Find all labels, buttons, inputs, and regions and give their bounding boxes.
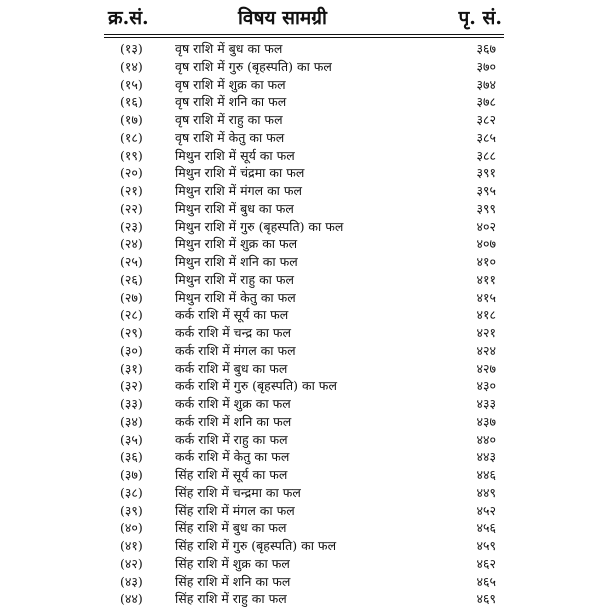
entry-serial-number: (२१): [120, 183, 143, 198]
toc-entry: [0, 111, 600, 129]
toc-entry: [0, 519, 600, 537]
entry-subject: मिथुन राशि में केतु का फल: [175, 289, 296, 305]
entry-page-number: ४०२: [476, 218, 496, 234]
entry-serial-number: (१४): [120, 58, 143, 74]
entry-page-number: ४४०: [476, 431, 496, 447]
entry-page-number: ४२१: [476, 325, 496, 340]
entry-page-number: ३७८: [476, 94, 496, 110]
toc-entry: [0, 448, 600, 466]
toc-entry: [0, 76, 600, 94]
entry-page-number: ३८५: [476, 129, 496, 145]
entry-serial-number: (४०): [120, 520, 143, 536]
entry-page-number: ४४९: [476, 484, 496, 500]
entry-page-number: ३९९: [476, 200, 496, 216]
entry-serial-number: (४४): [120, 591, 143, 607]
entry-serial-number: (२७): [120, 289, 143, 305]
entry-subject: कर्क राशि में शुक्र का फल: [175, 396, 291, 411]
entry-subject: सिंह राशि में राहु का फल: [175, 591, 287, 607]
entry-page-number: ४५२: [476, 502, 496, 518]
entry-serial-number: (१८): [120, 129, 143, 145]
entry-subject: वृष राशि में शुक्र का फल: [175, 76, 286, 92]
entry-serial-number: (२९): [120, 325, 143, 340]
toc-entry: [0, 235, 600, 253]
entry-page-number: ४५६: [476, 520, 496, 536]
entry-page-number: ४११: [476, 271, 496, 287]
entry-serial-number: (१६): [120, 94, 143, 110]
toc-entry: [0, 40, 600, 58]
entry-subject: वृष राशि में बुध का फल: [175, 41, 283, 56]
entry-page-number: ४६२: [476, 555, 496, 571]
entry-page-number: ३७४: [476, 76, 496, 92]
entry-serial-number: (१३): [120, 41, 143, 56]
entry-serial-number: (२८): [120, 307, 143, 323]
entry-page-number: ४१०: [476, 254, 496, 269]
entry-subject: सिंह राशि में गुरु (बृहस्पति) का फल: [175, 538, 337, 553]
toc-entry: [0, 306, 600, 324]
entry-subject: कर्क राशि में शनि का फल: [175, 413, 292, 429]
entry-subject: मिथुन राशि में राहु का फल: [175, 271, 295, 287]
entry-subject: सिंह राशि में चन्द्रमा का फल: [175, 484, 301, 500]
entry-subject: कर्क राशि में सूर्य का फल: [175, 307, 289, 323]
entry-serial-number: (२२): [120, 200, 143, 216]
entry-page-number: ४६९: [476, 591, 496, 607]
entry-serial-number: (३०): [120, 342, 143, 358]
entry-page-number: ३९५: [476, 183, 496, 198]
entry-subject: मिथुन राशि में चंद्रमा का फल: [175, 165, 305, 181]
toc-entry: [0, 431, 600, 449]
entry-subject: वृष राशि में गुरु (बृहस्पति) का फल: [175, 58, 332, 74]
entry-serial-number: (१७): [120, 112, 143, 127]
toc-entry: [0, 200, 600, 218]
entry-page-number: ३८८: [476, 147, 496, 163]
header-divider-bottom: [104, 37, 504, 38]
subject-column-header: विषय सामग्री: [238, 7, 327, 29]
entry-page-number: ४१५: [476, 289, 496, 305]
toc-entry: [0, 253, 600, 271]
entry-subject: कर्क राशि में गुरु (बृहस्पति) का फल: [175, 378, 337, 394]
entry-page-number: ४२४: [476, 342, 496, 358]
toc-entry: [0, 555, 600, 573]
entry-subject: सिंह राशि में शुक्र का फल: [175, 555, 290, 571]
toc-entry: [0, 58, 600, 76]
toc-entry: [0, 93, 600, 111]
entry-serial-number: (३६): [120, 449, 143, 465]
entry-serial-number: (३९): [120, 502, 143, 518]
entry-serial-number: (३८): [120, 484, 143, 500]
entry-subject: वृष राशि में केतु का फल: [175, 129, 285, 145]
entry-serial-number: (४१): [120, 538, 143, 553]
toc-entry: [0, 324, 600, 342]
entry-serial-number: (१५): [120, 76, 143, 92]
entry-serial-number: (३३): [120, 396, 143, 411]
toc-entry: [0, 466, 600, 484]
entry-subject: कर्क राशि में बुध का फल: [175, 360, 288, 376]
entry-serial-number: (३७): [120, 467, 143, 482]
entry-page-number: ४५९: [476, 538, 496, 553]
toc-entry: [0, 129, 600, 147]
entry-page-number: ४४६: [476, 467, 496, 482]
entry-subject: मिथुन राशि में शुक्र का फल: [175, 236, 298, 252]
entry-subject: सिंह राशि में बुध का फल: [175, 520, 287, 536]
entry-serial-number: (३१): [120, 360, 143, 376]
entry-page-number: ४३०: [476, 378, 496, 394]
entry-subject: वृष राशि में शनि का फल: [175, 94, 287, 110]
toc-entry: [0, 484, 600, 502]
entry-serial-number: (४३): [120, 573, 143, 589]
entry-page-number: ३८२: [476, 112, 496, 127]
page-column-header: पृ. सं.: [458, 7, 502, 29]
toc-entry: [0, 182, 600, 200]
entry-serial-number: (३२): [120, 378, 143, 394]
toc-entry: [0, 537, 600, 555]
entry-page-number: ४०७: [476, 236, 496, 252]
toc-entry: [0, 360, 600, 378]
entry-page-number: ३६७: [476, 41, 496, 56]
entry-subject: मिथुन राशि में गुरु (बृहस्पति) का फल: [175, 218, 344, 234]
entry-serial-number: (२३): [120, 218, 143, 234]
entry-subject: कर्क राशि में मंगल का फल: [175, 342, 296, 358]
toc-entry: [0, 342, 600, 360]
toc-entry: [0, 289, 600, 307]
entry-subject: वृष राशि में राहु का फल: [175, 112, 283, 127]
entry-subject: सिंह राशि में मंगल का फल: [175, 502, 295, 518]
entry-serial-number: (३५): [120, 431, 143, 447]
entry-page-number: ४३३: [476, 396, 496, 411]
entry-page-number: ४६५: [476, 573, 496, 589]
header-divider-top: [104, 34, 504, 35]
toc-header: [0, 0, 600, 34]
entry-page-number: ४३७: [476, 413, 496, 429]
toc-entry: [0, 218, 600, 236]
serial-column-header: क्र.सं.: [108, 7, 149, 29]
entry-page-number: ३७०: [476, 58, 496, 74]
entry-serial-number: (२५): [120, 254, 143, 269]
entry-subject: मिथुन राशि में शनि का फल: [175, 254, 298, 269]
entry-subject: कर्क राशि में केतु का फल: [175, 449, 290, 465]
entry-subject: मिथुन राशि में बुध का फल: [175, 200, 294, 216]
toc-entry: [0, 395, 600, 413]
entry-subject: सिंह राशि में सूर्य का फल: [175, 467, 288, 482]
entry-page-number: ४४३: [476, 449, 496, 465]
entry-serial-number: (२०): [120, 165, 143, 181]
toc-entry: [0, 164, 600, 182]
toc-entry: [0, 590, 600, 608]
entry-subject: सिंह राशि में शनि का फल: [175, 573, 291, 589]
entry-subject: मिथुन राशि में मंगल का फल: [175, 183, 303, 198]
entry-subject: कर्क राशि में चन्द्र का फल: [175, 325, 292, 340]
entry-serial-number: (२६): [120, 271, 143, 287]
toc-entry: [0, 377, 600, 395]
entry-serial-number: (२४): [120, 236, 143, 252]
entry-serial-number: (३४): [120, 413, 143, 429]
entry-serial-number: (४२): [120, 555, 143, 571]
entry-subject: मिथुन राशि में सूर्य का फल: [175, 147, 295, 163]
entry-serial-number: (१९): [120, 147, 143, 163]
entry-page-number: ४१८: [476, 307, 496, 323]
toc-entry: [0, 413, 600, 431]
entry-page-number: ३९१: [476, 165, 496, 181]
entry-subject: कर्क राशि में राहु का फल: [175, 431, 288, 447]
toc-entry: [0, 271, 600, 289]
table-of-contents-list: [0, 40, 600, 608]
entry-page-number: ४२७: [476, 360, 496, 376]
toc-entry: [0, 573, 600, 591]
toc-entry: [0, 147, 600, 165]
toc-entry: [0, 502, 600, 520]
